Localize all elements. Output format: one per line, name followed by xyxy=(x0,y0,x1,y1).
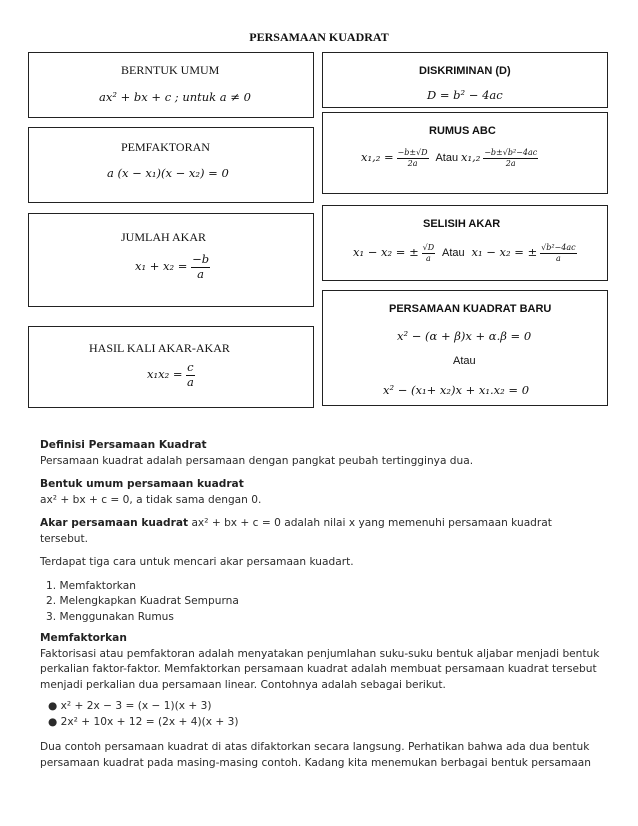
box-diskriminan xyxy=(322,52,608,108)
diskriminan-label: DISKRIMINAN (D) xyxy=(419,65,511,77)
paragraph-memfaktorkan-1: Faktorisasi atau pemfaktoran adalah menyatakan penjumlahan suku-suku bentuk aljabar menjadi bentuk xyxy=(40,647,600,660)
box-bentuk-umum xyxy=(28,52,314,118)
paragraph-memfaktorkan-3: menjadi perkalian dua persamaan linear. Contohnya adalah sebagai berikut. xyxy=(40,678,446,691)
selisih-akar-lhs2: x₁ − x₂ = ± xyxy=(471,245,538,260)
document-body xyxy=(40,438,600,771)
selisih-akar-den2: a xyxy=(555,254,561,263)
selisih-akar-den1: a xyxy=(425,254,431,263)
jumlah-akar-label: JUMLAH AKAR xyxy=(121,230,207,244)
selisih-akar-num2: √b²−4ac xyxy=(541,243,576,252)
akar-text: ax² + bx + c = 0 adalah nilai x yang memenuhi persamaan kuadrat tersebut. xyxy=(40,517,552,545)
persamaan-baru-atau: Atau xyxy=(453,355,476,367)
selisih-akar-lhs: x₁ − x₂ = ± xyxy=(353,245,419,260)
paragraph-bentuk-umum: ax² + bx + c = 0, a tidak sama dengan 0. xyxy=(40,493,262,506)
list-item: 1. Memfaktorkan xyxy=(46,579,136,592)
selisih-akar-num1: √D xyxy=(422,243,435,252)
rumus-abc-num2: −b±√b²−4ac xyxy=(484,148,538,157)
rumus-abc-label: RUMUS ABC xyxy=(429,125,496,137)
akar-label: Akar persamaan kuadrat xyxy=(40,517,189,529)
selisih-akar-label: SELISIH AKAR xyxy=(423,218,501,230)
box-pemfaktoran xyxy=(28,127,314,203)
bullet-icon: ● xyxy=(48,700,61,712)
box-persamaan-baru xyxy=(322,290,608,406)
hasil-kali-formula xyxy=(147,362,195,388)
list-item: 3. Menggunakan Rumus xyxy=(46,610,174,623)
rumus-abc-atau: Atau xyxy=(435,152,459,165)
hasil-kali-num: c xyxy=(187,360,194,374)
hasil-kali-den: a xyxy=(186,374,194,389)
pemfaktoran-formula: a (x − x₁)(x − x₂) = 0 xyxy=(107,166,229,180)
heading-definisi: Definisi Persamaan Kuadrat xyxy=(40,439,207,451)
persamaan-baru-formula1: x² − (α + β)x + α.β = 0 xyxy=(397,329,532,343)
jumlah-akar-formula xyxy=(135,254,210,280)
page-title: PERSAMAAN KUADRAT xyxy=(249,30,389,44)
paragraph-definisi: Persamaan kuadrat adalah persamaan dengan pangkat peubah tertingginya dua. xyxy=(40,454,474,467)
rumus-abc-num1: −b±√D xyxy=(397,148,428,157)
list-item: 2. Melengkapkan Kuadrat Sempurna xyxy=(46,595,239,607)
persamaan-baru-formula2: x² − (x₁+ x₂)x + x₁.x₂ = 0 xyxy=(383,383,530,397)
box-rumus-abc xyxy=(322,112,608,194)
paragraph-contoh-1: Dua contoh persamaan kuadrat di atas difaktorkan secara langsung. Perhatikan bahwa ada dua bentuk xyxy=(40,741,590,753)
selisih-akar-atau: Atau xyxy=(442,247,465,260)
paragraph-tiga-cara: Terdapat tiga cara untuk mencari akar persamaan kuadart. xyxy=(40,556,354,568)
rumus-abc-den1: 2a xyxy=(407,159,418,168)
example-list xyxy=(40,699,600,730)
rumus-abc-lhs2: x₁,₂ xyxy=(460,150,481,165)
hasil-kali-label: HASIL KALI AKAR-AKAR xyxy=(89,341,230,355)
heading-memfaktorkan: Memfaktorkan xyxy=(40,632,127,644)
method-list xyxy=(40,579,600,626)
hasil-kali-lhs: x₁x₂ = xyxy=(147,367,183,381)
jumlah-akar-lhs: x₁ + x₂ = xyxy=(135,259,188,273)
jumlah-akar-num: −b xyxy=(192,252,210,266)
bullet-item: ● 2x² + 10x + 12 = (2x + 4)(x + 3) xyxy=(48,715,239,728)
rumus-abc-formula xyxy=(361,149,538,168)
pemfaktoran-label: PEMFAKTORAN xyxy=(121,140,210,154)
paragraph-akar xyxy=(40,516,600,547)
selisih-akar-formula xyxy=(353,244,577,263)
box-selisih-akar xyxy=(322,205,608,281)
diskriminan-formula: D = b² − 4ac xyxy=(427,88,503,102)
bullet-item: ● x² + 2x − 3 = (x − 1)(x + 3) xyxy=(48,700,212,712)
paragraph-contoh-2: persamaan kuadrat pada masing-masing contoh. Kadang kita menemukan berbagai bentuk persamaan xyxy=(40,756,591,769)
bentuk-umum-label: BERNTUK UMUM xyxy=(121,63,220,77)
paragraph-memfaktorkan-2: perkalian faktor-faktor. Memfaktorkan persamaan kuadrat adalah membuat persamaan kuadrat tersebut xyxy=(40,663,597,675)
box-jumlah-akar xyxy=(28,213,314,307)
rumus-abc-lhs: x₁,₂ = xyxy=(361,150,394,165)
bullet-icon: ● xyxy=(48,715,61,728)
rumus-abc-den2: 2a xyxy=(505,159,516,168)
box-hasil-kali xyxy=(28,326,314,408)
bentuk-umum-formula: ax² + bx + c ; untuk a ≠ 0 xyxy=(99,90,251,104)
heading-bentuk-umum: Bentuk umum persamaan kuadrat xyxy=(40,478,244,490)
persamaan-baru-label: PERSAMAAN KUADRAT BARU xyxy=(389,303,552,315)
jumlah-akar-den: a xyxy=(197,266,205,281)
